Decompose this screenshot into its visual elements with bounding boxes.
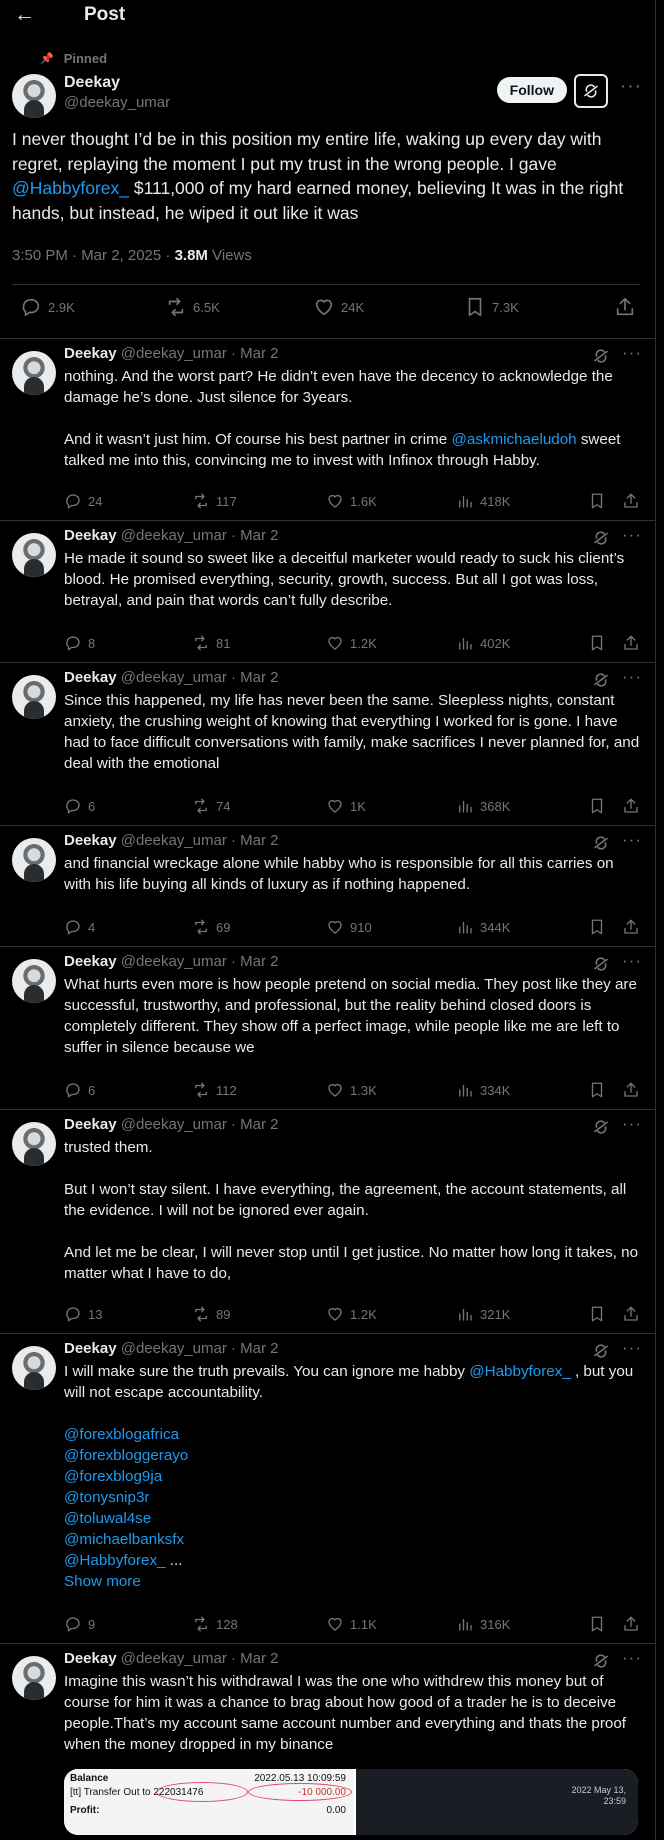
bookmark-icon <box>588 492 606 510</box>
author-handle-date[interactable]: @deekay_umar · Mar 2 <box>120 1340 279 1357</box>
repost-icon <box>165 296 187 318</box>
repost-button[interactable] <box>165 296 220 318</box>
repost-count: 128 <box>216 1616 238 1632</box>
main-text-part: $111,000 of my hard earned money, believing It was in the right hands, but instead, he wiped it out like it was <box>12 178 624 223</box>
like-button[interactable] <box>326 1305 377 1323</box>
repost-icon <box>192 1615 210 1633</box>
reply-header <box>64 1116 279 1133</box>
repost-count: 74 <box>216 798 231 814</box>
pin-icon: 📌 <box>40 53 54 65</box>
views-button[interactable] <box>456 1305 510 1323</box>
views-icon <box>456 797 474 815</box>
views-count: 321K <box>480 1306 511 1322</box>
views-icon <box>456 1081 474 1099</box>
reply-text <box>64 974 642 1058</box>
repost-button[interactable] <box>192 1081 237 1099</box>
author-handle-date[interactable]: @deekay_umar · Mar 2 <box>120 1650 279 1667</box>
exchange-screenshot <box>356 1769 638 1835</box>
like-button[interactable] <box>326 1615 377 1633</box>
repost-button[interactable] <box>192 634 230 652</box>
reply-text-part: I will make sure the truth prevails. You can ignore me habby <box>64 1363 470 1380</box>
repost-count: 6.5K <box>193 299 220 315</box>
reply-button[interactable] <box>20 296 75 318</box>
heart-icon <box>326 492 344 510</box>
page-title: Post <box>84 4 126 25</box>
mention-link[interactable]: @Habbyforex_ <box>469 1363 571 1380</box>
avatar[interactable] <box>12 838 56 882</box>
author-name[interactable]: Deekay <box>64 1116 117 1133</box>
views-button[interactable] <box>456 1615 510 1633</box>
heart-icon <box>326 1305 344 1323</box>
more-options-icon[interactable]: ··· <box>622 343 642 362</box>
share-button[interactable] <box>614 296 642 318</box>
reply-post[interactable] <box>0 520 656 662</box>
transfer-amount: -10 000.00 <box>298 1787 346 1798</box>
main-post-text <box>12 127 642 225</box>
reply-count: 6 <box>88 798 96 814</box>
avatar[interactable] <box>12 675 56 719</box>
bookmark-button[interactable] <box>588 918 612 936</box>
reply-icon <box>64 1081 82 1099</box>
top-bar <box>0 0 655 30</box>
repost-icon <box>192 492 210 510</box>
bookmark-button[interactable] <box>588 492 612 510</box>
post-meta <box>12 247 252 264</box>
views-count: 334K <box>480 1082 511 1098</box>
reply-post[interactable] <box>0 662 656 825</box>
like-count: 1.1K <box>350 1616 377 1632</box>
reply-action-bar <box>64 634 642 656</box>
reply-count: 13 <box>88 1306 103 1322</box>
transfer-text: [tt] Transfer Out to 222031476 <box>70 1787 204 1798</box>
heart-icon <box>326 797 344 815</box>
reply-button[interactable] <box>64 634 95 652</box>
more-options-icon[interactable]: ··· <box>622 667 642 686</box>
reply-action-bar <box>64 1081 642 1103</box>
reply-text-part: He made it sound so sweet like a deceitful marketer would ready to suck his client’s blood. He promised everything, security, growth, success. But all I got was loss, betrayal, and pain that words can’t fully describe. <box>64 550 625 609</box>
like-count: 1.6K <box>350 493 377 509</box>
reply-post[interactable] <box>0 1109 656 1333</box>
bookmark-button[interactable] <box>588 1305 612 1323</box>
reply-icon <box>64 492 82 510</box>
reply-text <box>64 548 642 611</box>
repost-button[interactable] <box>192 797 230 815</box>
bookmark-button[interactable] <box>588 797 612 815</box>
views-count: 402K <box>480 635 511 651</box>
author-name[interactable]: Deekay <box>64 832 117 849</box>
reply-action-bar <box>64 492 642 514</box>
heart-icon <box>313 296 335 318</box>
mention-link[interactable]: @michaelbanksfx <box>64 1531 185 1548</box>
views-count: 344K <box>480 919 511 935</box>
mention-link[interactable]: @forexblog9ja <box>64 1468 163 1485</box>
reply-button[interactable] <box>64 1615 95 1633</box>
main-action-bar <box>12 296 640 324</box>
reply-icon <box>20 296 42 318</box>
like-count: 1.2K <box>350 635 377 651</box>
highlight-circle <box>248 1783 352 1801</box>
mention-link[interactable]: @Habbyforex_ <box>64 1552 166 1569</box>
repost-button[interactable] <box>192 1305 230 1323</box>
like-button[interactable] <box>326 797 366 815</box>
reply-button[interactable] <box>64 492 102 510</box>
reply-text <box>64 1361 642 1592</box>
like-count: 1.2K <box>350 1306 377 1322</box>
reply-text-part: , but you will not escape accountability. <box>64 1363 634 1401</box>
reply-text <box>64 690 642 774</box>
share-icon <box>614 296 636 318</box>
reply-post[interactable] <box>0 825 656 946</box>
reply-icon <box>64 634 82 652</box>
author-name[interactable]: Deekay <box>64 527 117 544</box>
mention-link[interactable]: @forexblogafrica <box>64 1426 180 1443</box>
avatar[interactable] <box>12 533 56 577</box>
share-button[interactable] <box>622 1081 646 1099</box>
author-handle-date[interactable]: @deekay_umar · Mar 2 <box>120 669 279 686</box>
reply-icon <box>64 1305 82 1323</box>
reply-text-part: nothing. And the worst part? He didn’t even have the decency to acknowledge the damage he’s done. Just silence for 3years. And it wasn’t just him. Of course his best partner in crime <box>64 368 613 448</box>
reply-text-part: sweet talked me into this, convincing me to invest with Infinox through Habby. <box>64 431 621 469</box>
reply-header <box>64 669 279 686</box>
reply-header <box>64 345 279 362</box>
reply-count: 9 <box>88 1616 96 1632</box>
reply-icon <box>64 1615 82 1633</box>
pinned-label: Pinned <box>63 51 108 66</box>
share-icon <box>622 1615 640 1633</box>
follow-button[interactable]: Follow <box>497 77 567 103</box>
back-arrow-icon[interactable]: ← <box>14 3 35 26</box>
bookmark-icon <box>588 797 606 815</box>
reply-action-bar <box>64 918 642 940</box>
views-button[interactable] <box>456 918 510 936</box>
reply-text-part: Imagine this wasn’t his withdrawal I was the one who withdrew this money but of course for him it was a chance to brag about how good of a trader he is to deceive people.That’s my account same account number and everything and thats the proof when the money dropped in my binance <box>64 1673 626 1753</box>
repost-icon <box>192 797 210 815</box>
views-count: 418K <box>480 493 511 509</box>
profit-label: Profit: <box>70 1805 100 1816</box>
reply-header <box>64 832 279 849</box>
author-handle-date[interactable]: @deekay_umar · Mar 2 <box>120 345 279 362</box>
views-icon <box>456 634 474 652</box>
repost-count: 81 <box>216 635 231 651</box>
reply-text <box>64 853 642 895</box>
repost-count: 89 <box>216 1306 231 1322</box>
bookmark-button[interactable] <box>588 1081 612 1099</box>
repost-button[interactable] <box>192 1615 238 1633</box>
reply-icon <box>64 797 82 815</box>
views-label: Views <box>207 247 252 264</box>
mention-link[interactable]: @tonysnip3r <box>64 1489 150 1506</box>
like-button[interactable] <box>326 918 372 936</box>
repost-count: 69 <box>216 919 231 935</box>
repost-icon <box>192 918 210 936</box>
mention-link[interactable]: @toluwal4se <box>64 1510 152 1527</box>
avatar[interactable] <box>12 1122 56 1166</box>
like-button[interactable] <box>326 634 377 652</box>
reply-button[interactable] <box>64 1305 102 1323</box>
post-timestamp[interactable]: 3:50 PM · Mar 2, 2025 · <box>12 247 175 264</box>
views-icon <box>456 1305 474 1323</box>
heart-icon <box>326 1081 344 1099</box>
reply-text-part: What hurts even more is how people pretend on social media. They post like they are successful, trustworthy, and professional, but the reality behind closed doors is completely different. They show off a perfect image, while people like me are left to suffer in silence because we <box>64 976 637 1056</box>
views-count: 3.8M <box>174 247 208 264</box>
views-icon <box>456 1615 474 1633</box>
mention-link[interactable]: @Habbyforex_ <box>12 178 129 198</box>
bookmark-icon <box>588 918 606 936</box>
more-options-icon[interactable]: ··· <box>622 525 642 544</box>
repost-icon <box>192 634 210 652</box>
share-button[interactable] <box>622 797 646 815</box>
reply-text-part: and financial wreckage alone while habby who is responsible for all this carries on with his life buying all kinds of luxury as if nothing happened. <box>64 855 614 893</box>
reply-count: 2.9K <box>48 299 75 315</box>
reply-header <box>64 1650 279 1667</box>
bookmark-icon <box>588 634 606 652</box>
repost-button[interactable] <box>192 918 230 936</box>
bookmark-icon <box>464 296 486 318</box>
exchange-time: 23:59 <box>603 1796 626 1806</box>
views-button[interactable] <box>456 492 510 510</box>
reply-count: 8 <box>88 635 96 651</box>
author-name[interactable]: Deekay <box>64 669 117 686</box>
reply-post[interactable] <box>0 946 656 1109</box>
reply-button[interactable] <box>64 797 95 815</box>
attached-image[interactable] <box>64 1769 638 1835</box>
like-button[interactable] <box>326 492 377 510</box>
views-button[interactable] <box>456 634 510 652</box>
heart-icon <box>326 1615 344 1633</box>
avatar[interactable] <box>12 74 56 118</box>
divider <box>12 284 640 285</box>
share-icon <box>622 634 640 652</box>
reply-text-part: Since this happened, my life has never been the same. Sleepless nights, constant anxiety, the crushing weight of knowing that everything I worked for is gone. I have had to face difficult conversations with family, make sacrifices I never planned for, and deal with the emotional <box>64 692 640 772</box>
more-options-icon[interactable]: ··· <box>622 1338 642 1357</box>
reply-button[interactable] <box>64 918 95 936</box>
author-handle[interactable]: @deekay_umar <box>64 94 171 111</box>
balance-label: Balance <box>70 1773 109 1784</box>
mention-link[interactable]: @forexbloggerayo <box>64 1447 189 1464</box>
repost-count: 112 <box>216 1082 237 1098</box>
views-count: 316K <box>480 1616 511 1632</box>
bookmark-icon <box>588 1081 606 1099</box>
share-icon <box>622 918 640 936</box>
reply-count: 6 <box>88 1082 96 1098</box>
author-name[interactable]: Deekay <box>64 953 117 970</box>
reply-post[interactable] <box>0 1333 656 1643</box>
author-name[interactable]: Deekay <box>64 1650 117 1667</box>
ellipsis: ... <box>165 1552 183 1569</box>
reply-post[interactable] <box>0 1643 656 1840</box>
repost-icon <box>192 1305 210 1323</box>
reply-text <box>64 1671 642 1755</box>
bookmark-button[interactable] <box>588 1615 612 1633</box>
reply-text-part: trusted them. But I won’t stay silent. I have everything, the agreement, the account statements, all the evidence. I will not be ignored ever again. And let me be clear, I will never stop until I get justice. No matter how long it takes, no matter what I have to do, <box>64 1139 639 1282</box>
author-name[interactable]: Deekay <box>64 74 121 91</box>
reply-text <box>64 366 642 471</box>
like-button[interactable] <box>313 296 364 318</box>
share-button[interactable] <box>622 634 646 652</box>
more-options-icon[interactable]: ··· <box>622 951 642 970</box>
reply-count: 24 <box>88 493 103 509</box>
more-options-icon[interactable]: ··· <box>622 830 642 849</box>
like-count: 1.3K <box>350 1082 377 1098</box>
bookmark-count: 7.3K <box>492 299 519 315</box>
share-icon <box>622 492 640 510</box>
bookmark-button[interactable] <box>588 634 612 652</box>
avatar[interactable] <box>12 351 56 395</box>
bookmark-button[interactable] <box>464 296 519 318</box>
like-count: 910 <box>350 919 372 935</box>
author-handle-date[interactable]: @deekay_umar · Mar 2 <box>120 953 279 970</box>
heart-icon <box>326 634 344 652</box>
avatar[interactable] <box>12 1656 56 1700</box>
highlight-circle <box>156 1782 248 1802</box>
reply-header <box>64 1340 279 1357</box>
heart-icon <box>326 918 344 936</box>
views-icon <box>456 492 474 510</box>
author-handle-date[interactable]: @deekay_umar · Mar 2 <box>120 527 279 544</box>
author-handle-date[interactable]: @deekay_umar · Mar 2 <box>120 1116 279 1133</box>
bookmark-icon <box>588 1305 606 1323</box>
main-post-header <box>12 74 642 118</box>
more-options-icon[interactable]: ··· <box>622 1648 642 1667</box>
more-options-icon[interactable]: ··· <box>620 76 642 97</box>
avatar[interactable] <box>12 959 56 1003</box>
reply-icon <box>64 918 82 936</box>
statement-timestamp: 2022.05.13 10:09:59 <box>254 1773 346 1784</box>
main-text-part: I never thought I’d be in this position my entire life, waking up every day with regret, replaying the moment I put my trust in the wrong people. I gave <box>12 129 602 174</box>
share-button[interactable] <box>622 1305 646 1323</box>
share-button[interactable] <box>622 492 646 510</box>
share-button[interactable] <box>622 918 646 936</box>
share-icon <box>622 1305 640 1323</box>
mention-link[interactable]: @askmichaeludoh <box>451 431 577 448</box>
grok-icon[interactable] <box>574 74 608 108</box>
like-count: 24K <box>341 299 365 315</box>
statement-screenshot <box>64 1769 354 1835</box>
author-handle-date[interactable]: @deekay_umar · Mar 2 <box>120 832 279 849</box>
share-button[interactable] <box>622 1615 646 1633</box>
show-more-link[interactable]: Show more <box>64 1573 141 1590</box>
author-name[interactable]: Deekay <box>64 1340 117 1357</box>
share-icon <box>622 797 640 815</box>
reply-button[interactable] <box>64 1081 95 1099</box>
reply-count: 4 <box>88 919 96 935</box>
like-button[interactable] <box>326 1081 377 1099</box>
reply-post[interactable] <box>0 338 656 520</box>
reply-action-bar <box>64 1305 642 1327</box>
bookmark-icon <box>588 1615 606 1633</box>
views-button[interactable] <box>456 1081 510 1099</box>
views-icon <box>456 918 474 936</box>
repost-icon <box>192 1081 210 1099</box>
like-count: 1K <box>350 798 366 814</box>
pinned-indicator <box>40 51 107 66</box>
exchange-date: 2022 May 13, <box>571 1785 626 1795</box>
reply-action-bar <box>64 1615 642 1637</box>
repost-button[interactable] <box>192 492 237 510</box>
reply-text <box>64 1137 642 1284</box>
share-icon <box>622 1081 640 1099</box>
views-count: 368K <box>480 798 511 814</box>
author-name[interactable]: Deekay <box>64 345 117 362</box>
views-button[interactable] <box>456 797 510 815</box>
more-options-icon[interactable]: ··· <box>622 1114 642 1133</box>
reply-action-bar <box>64 797 642 819</box>
reply-header <box>64 953 279 970</box>
profit-value: 0.00 <box>326 1805 346 1816</box>
reply-header <box>64 527 279 544</box>
repost-count: 117 <box>216 493 237 509</box>
avatar[interactable] <box>12 1346 56 1390</box>
